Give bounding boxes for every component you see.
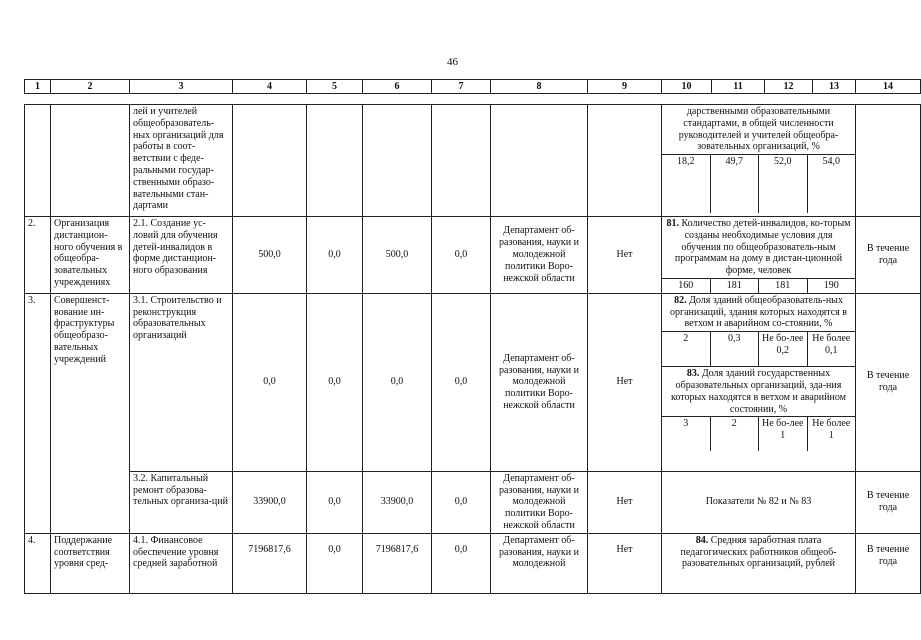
table-row — [25, 533, 921, 593]
col-header: 5 — [307, 80, 363, 94]
funding-total: 500,0 — [233, 217, 307, 294]
executor: Департамент об-разования, науки и молодежной политики Воро-нежской области — [491, 217, 588, 294]
col-header: 2 — [51, 80, 130, 94]
indicator-value: 49,7 — [710, 155, 759, 213]
indicator-value: 2 — [683, 333, 689, 345]
indicator-value: 2 — [710, 417, 759, 451]
col-header: 8 — [491, 80, 588, 94]
indicator-value: 3 — [683, 418, 689, 430]
indicator-block — [662, 217, 856, 294]
funding-regional: 33900,0 — [363, 471, 432, 533]
indicator-block — [662, 105, 856, 217]
indicator-text: дарственными образовательными стандартами, в общей численности руководителей и учителей общеобра-зовательных организаций, % — [678, 106, 839, 153]
plan-table — [24, 79, 921, 594]
funding-total: 33900,0 — [233, 471, 307, 533]
table-row — [25, 471, 921, 533]
row-number: 2. — [25, 217, 51, 294]
indicator-value: Не бо-лее 0,2 — [758, 332, 807, 366]
plan-table-frame — [24, 79, 910, 570]
indicator-value: Не бо-лее 1 — [758, 417, 807, 451]
indicator-value: 54,0 — [807, 155, 856, 213]
col-header: 9 — [588, 80, 662, 94]
indicator-text: Количество детей-инвалидов, ко-торым созданы необходимые условия для обучения по общеобразователь-ным программам на дому в дистан-ционной форме, человек — [674, 218, 851, 277]
indicator-block — [662, 533, 856, 593]
column-number-row — [25, 80, 921, 94]
col-header: 4 — [233, 80, 307, 94]
indicator-value: 181 — [710, 279, 759, 293]
measure-name: Поддержание соответствия уровня сред- — [51, 533, 130, 593]
executor: Департамент об-разования, науки и молодежной политики Воро-нежской области — [491, 471, 588, 533]
action-cell: 4.1. Финансовое обеспечение уровня средней заработной — [130, 533, 233, 593]
indicator-value: 190 — [807, 279, 856, 293]
table-row — [25, 217, 921, 294]
funding-federal: 0,0 — [307, 293, 363, 471]
col-header: 10 — [662, 80, 712, 94]
indicator-value: Не более 1 — [807, 417, 856, 451]
row-number: 3. — [25, 293, 51, 533]
indicator-number: 83. — [686, 368, 700, 380]
indicator-block — [662, 293, 856, 471]
funding-federal: 0,0 — [307, 533, 363, 593]
col-header: 14 — [856, 80, 921, 94]
indicator-reference: Показатели № 82 и № 83 — [662, 471, 856, 533]
action-cell: лей и учителей общеобразователь-ных организаций для работы в соот-ветствии с феде-ральными государ-ственными образо-вательными стан-дартами — [130, 105, 233, 217]
indicator-value: 52,0 — [758, 155, 807, 213]
indicator-value: 181 — [758, 279, 807, 293]
term: В течение года — [856, 217, 921, 294]
funding-other: 0,0 — [432, 217, 491, 294]
executor: Департамент об-разования, науки и молодежной политики Воро-нежской области — [491, 293, 588, 471]
indicator-number: 82. — [674, 294, 687, 306]
funding-total: 7196817,6 — [233, 533, 307, 593]
indicator-text: Средняя заработная плата педагогических работников общеоб-разовательных организаций, рублей — [680, 534, 837, 570]
col-header: 7 — [432, 80, 491, 94]
term: В течение года — [856, 471, 921, 533]
indicator-value: 0,3 — [710, 332, 759, 366]
col-header: 13 — [813, 80, 856, 94]
funding-federal: 0,0 — [307, 217, 363, 294]
measure-name: Организация дистанцион-ного обучения в общеобра-зовательных учреждениях — [51, 217, 130, 294]
indicator-text: Доля зданий общеобразователь-ных организаций, здания которых находятся в ветхом и аварийном со-стоянии, % — [669, 294, 848, 330]
col-header: 12 — [765, 80, 813, 94]
funding-regional: 0,0 — [363, 293, 432, 471]
executor: Департамент об-разования, науки и молодежной — [491, 533, 588, 593]
funding-other: 0,0 — [432, 533, 491, 593]
funding-other: 0,0 — [432, 293, 491, 471]
table-row-continuation — [25, 105, 921, 217]
table-row — [25, 293, 921, 471]
term: В течение года — [856, 533, 921, 593]
indicator-number: 81. — [666, 218, 679, 229]
indicator-value: 18,2 — [677, 156, 695, 168]
funding-regional: 500,0 — [363, 217, 432, 294]
col-header: 1 — [25, 80, 51, 94]
indicator-value: Не более 0,1 — [807, 332, 856, 366]
col-header: 11 — [712, 80, 765, 94]
indicator-value: 160 — [678, 279, 694, 291]
col9-value: Нет — [588, 217, 662, 294]
funding-federal: 0,0 — [307, 471, 363, 533]
action-cell: 3.2. Капитальный ремонт образова-тельных организа-ций — [130, 471, 233, 533]
col9-value: Нет — [588, 471, 662, 533]
action-cell: 3.1. Строительство и реконструкция образовательных организаций — [130, 293, 233, 471]
funding-other: 0,0 — [432, 471, 491, 533]
indicator-number: 84. — [695, 534, 709, 546]
measure-name: Совершенст-вование ин-фраструктуры общеобразо-вательных учреждений — [51, 293, 130, 533]
page-number: 46 — [447, 56, 458, 68]
col9-value: Нет — [588, 533, 662, 593]
funding-regional: 7196817,6 — [363, 533, 432, 593]
col-header: 3 — [130, 80, 233, 94]
term: В течение года — [856, 293, 921, 471]
row-number: 4. — [25, 533, 51, 593]
indicator-text: Доля зданий государственных образовательных организаций, зда-ния которых находятся в ветхом и аварийном состоянии, % — [671, 368, 846, 415]
col9-value: Нет — [588, 293, 662, 471]
col-header: 6 — [363, 80, 432, 94]
funding-total: 0,0 — [233, 293, 307, 471]
action-cell: 2.1. Создание ус-ловий для обучения детей-инвалидов в форме дистанцион-ного образования — [130, 217, 233, 294]
